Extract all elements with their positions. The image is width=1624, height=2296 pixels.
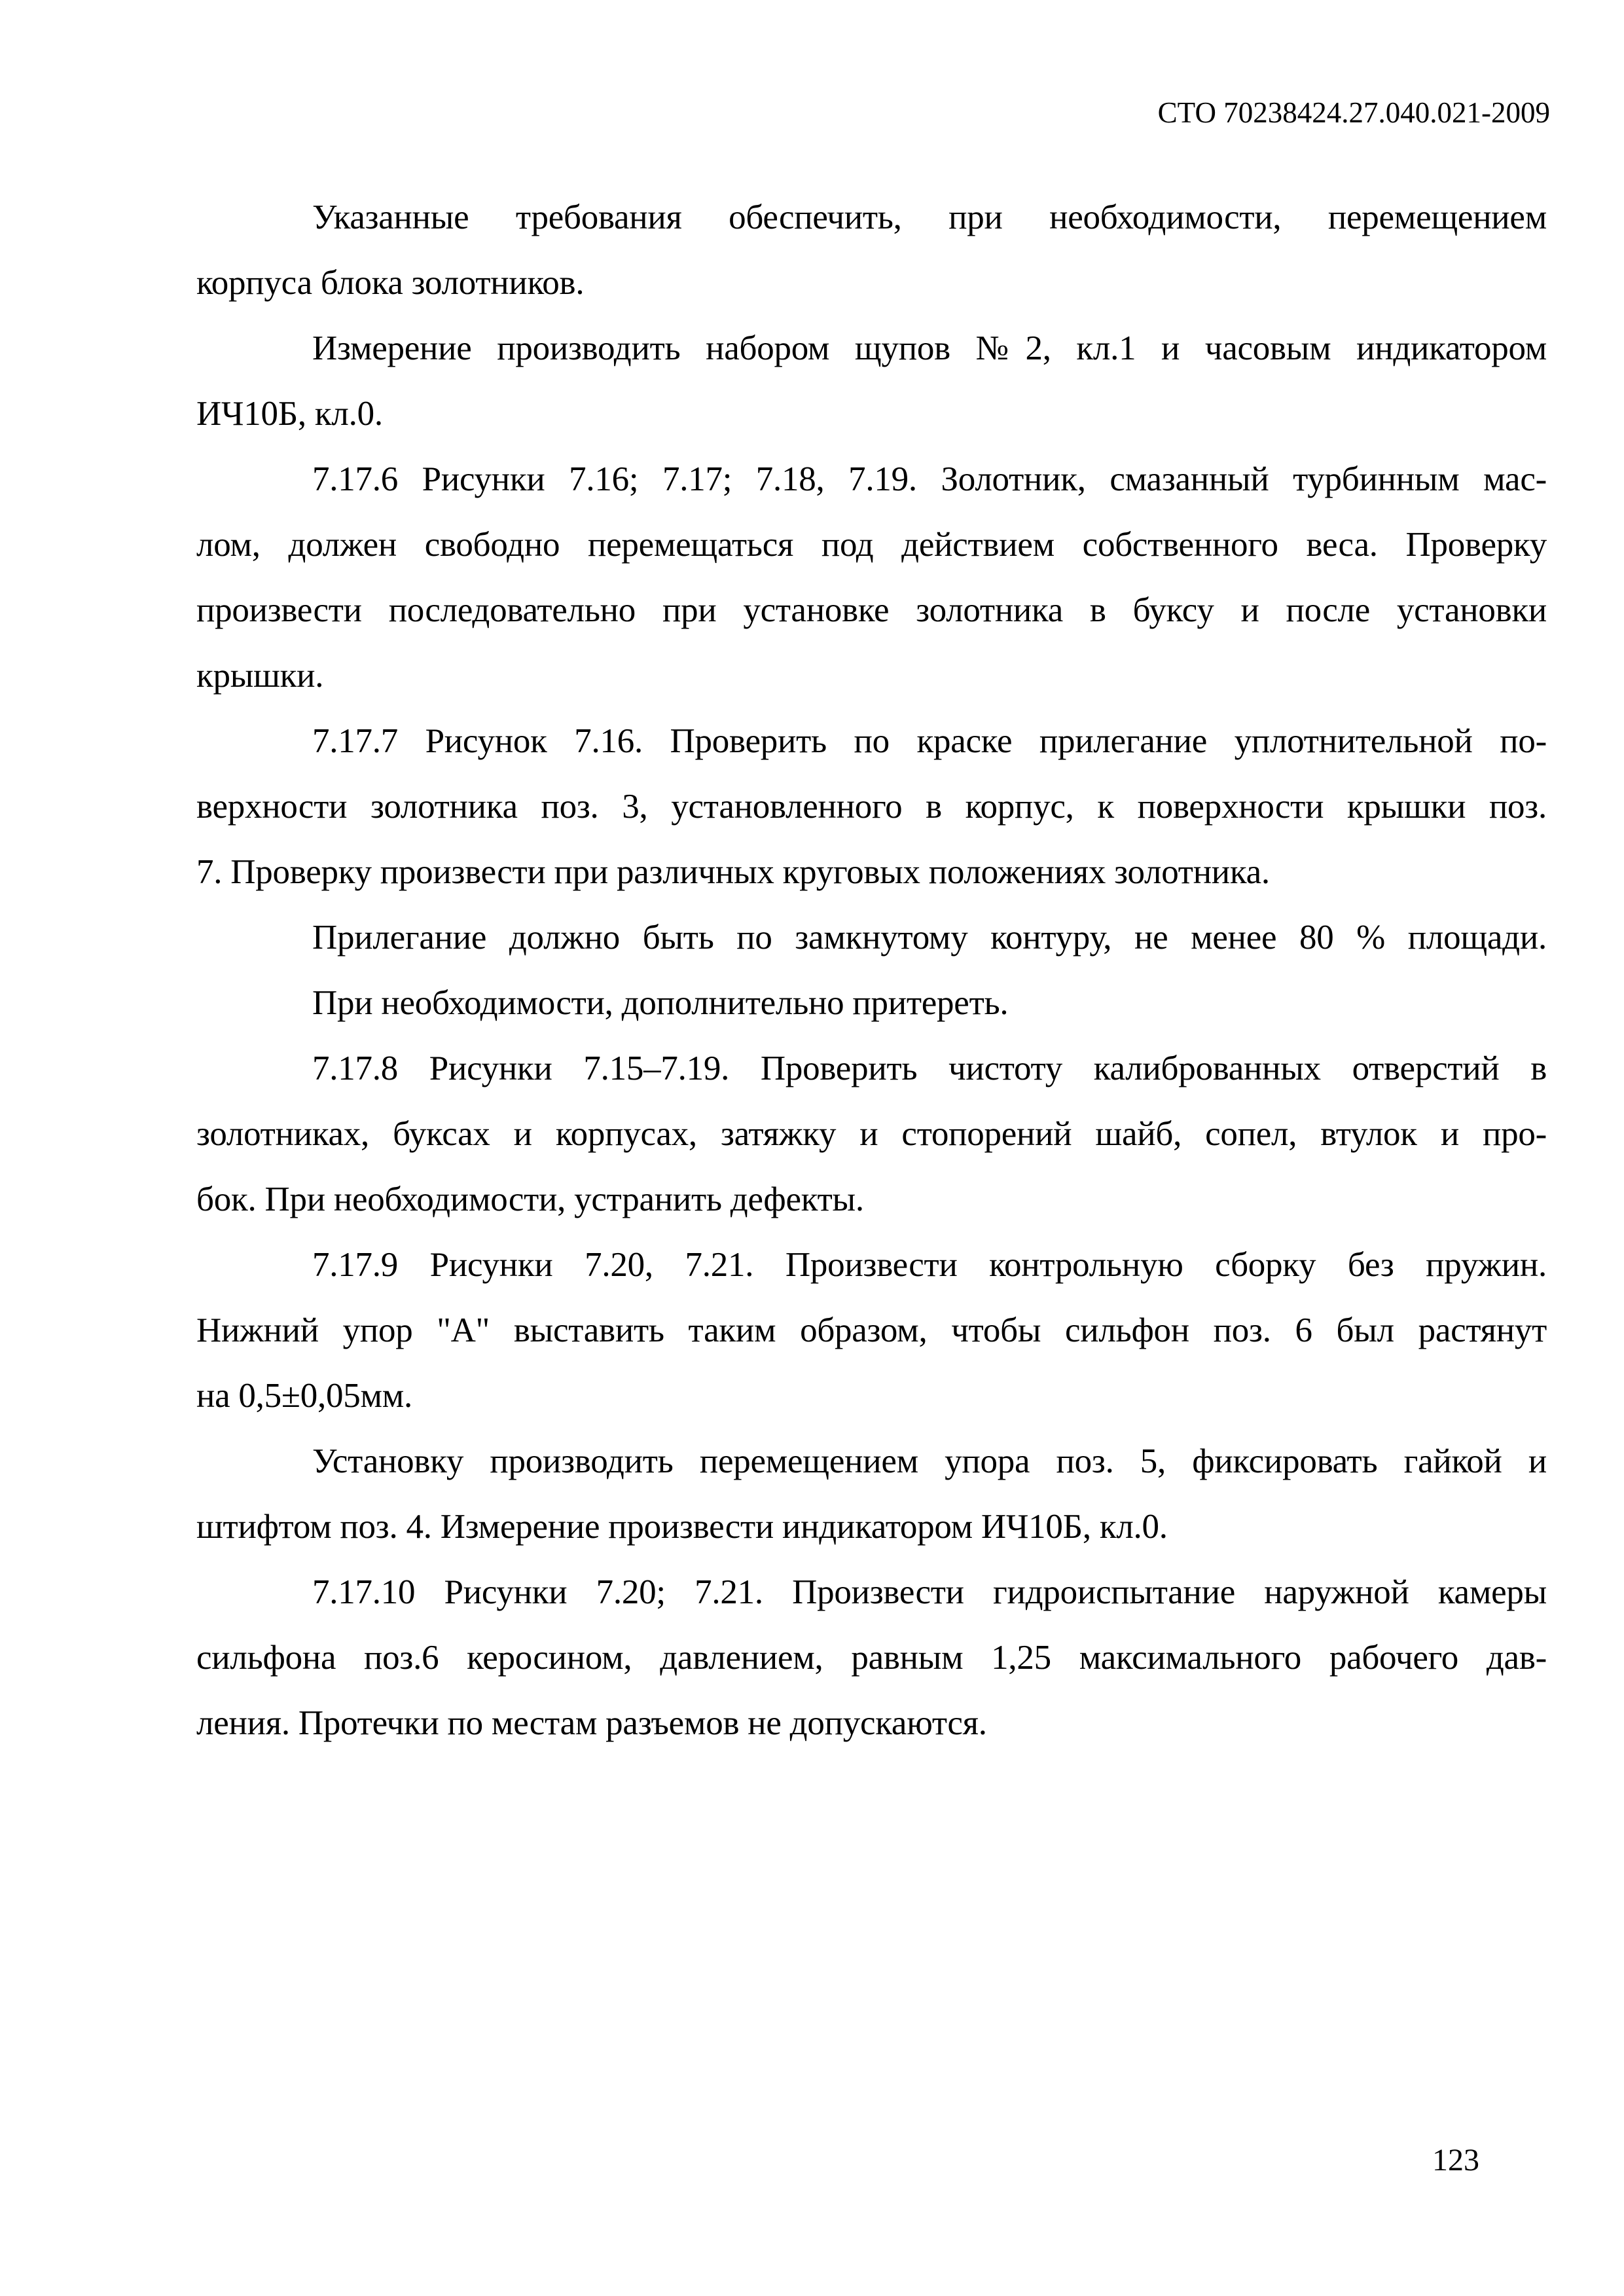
text-line: 7.17.10 Рисунки 7.20; 7.21. Произвести гидроиспытание наружной камеры: [312, 1573, 1547, 1611]
text-line: сильфона поз.6 керосином, давлением, равным 1,25 максимального рабочего дав-: [196, 1639, 1547, 1677]
text-line: 7.17.7 Рисунок 7.16. Проверить по краске прилегание уплотнительной по-: [312, 722, 1547, 760]
text-line: Прилегание должно быть по замкнутому контуру, не менее 80 % площади.: [312, 919, 1547, 957]
text-line: Установку производить перемещением упора поз. 5, фиксировать гайкой и: [312, 1442, 1547, 1480]
text-line: штифтом поз. 4. Измерение произвести индикатором ИЧ10Б, кл.0.: [196, 1508, 1168, 1546]
text-line: золотниках, буксах и корпусах, затяжку и стопорений шайб, сопел, втулок и про-: [196, 1115, 1547, 1153]
text-line: 7.17.6 Рисунки 7.16; 7.17; 7.18, 7.19. Золотник, смазанный турбинным мас-: [312, 460, 1547, 498]
text-line: ИЧ10Б, кл.0.: [196, 395, 383, 433]
text-line: верхности золотника поз. 3, установленного в корпус, к поверхности крышки поз.: [196, 788, 1547, 826]
text-line: 7.17.9 Рисунки 7.20, 7.21. Произвести контрольную сборку без пружин.: [312, 1246, 1547, 1284]
text-line: Измерение производить набором щупов №2, кл.1 и часовым индикатором: [312, 329, 1547, 367]
text-line: Нижний упор "А" выставить таким образом, чтобы сильфон поз. 6 был растянут: [196, 1311, 1547, 1349]
text-line: лом, должен свободно перемещаться под действием собственного веса. Проверку: [196, 526, 1547, 564]
document-body: [196, 185, 1547, 1756]
text-line: на 0,5±0,05мм.: [196, 1377, 413, 1415]
text-line: бок. При необходимости, устранить дефекты.: [196, 1180, 864, 1218]
text-line: 7. Проверку произвести при различных круговых положениях золотника.: [196, 853, 1270, 891]
text-line: При необходимости, дополнительно притереть.: [312, 984, 1009, 1022]
page-number: 123: [1432, 2143, 1479, 2178]
text-line: ления. Протечки по местам разъемов не допускаются.: [196, 1704, 987, 1742]
text-line: произвести последовательно при установке золотника в буксу и после установки: [196, 591, 1547, 629]
text-line: Указанные требования обеспечить, при необходимости, перемещением: [312, 198, 1547, 236]
text-line: корпуса блока золотников.: [196, 264, 585, 302]
page-header-standard-number: СТО 70238424.27.040.021-2009: [1157, 96, 1550, 129]
text-line: 7.17.8 Рисунки 7.15–7.19. Проверить чистоту калиброванных отверстий в: [312, 1049, 1547, 1087]
text-line: крышки.: [196, 657, 324, 695]
